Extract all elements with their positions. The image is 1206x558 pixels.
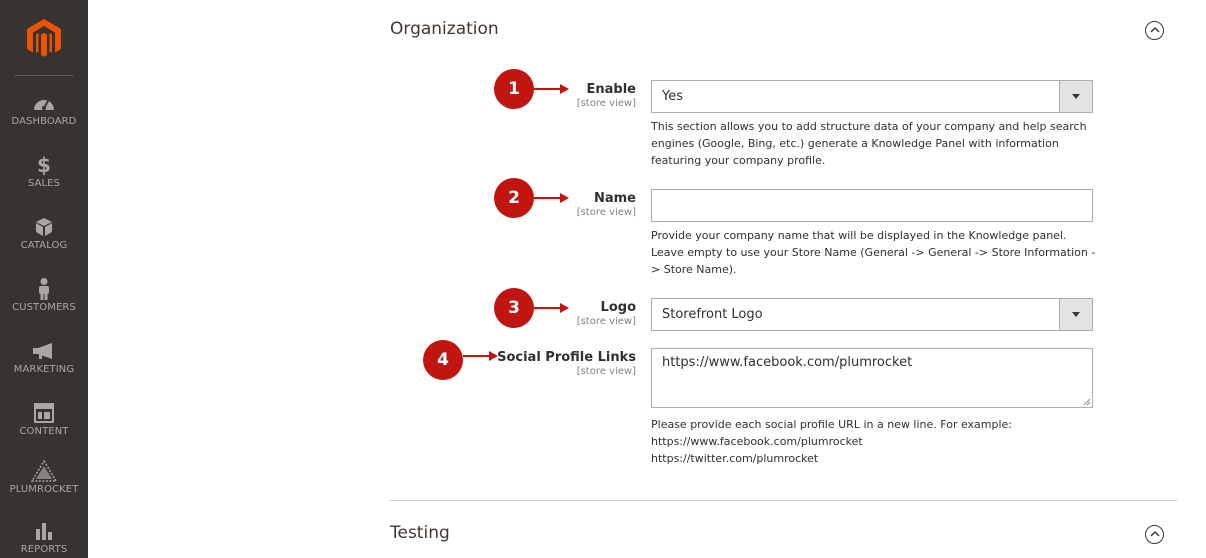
sidebar-item-content[interactable] (0, 402, 88, 464)
enable-select[interactable] (651, 80, 1093, 113)
select-toggle[interactable] (1059, 81, 1092, 112)
admin-sidebar (0, 0, 88, 558)
sidebar-item-plumrocket[interactable] (0, 460, 88, 522)
field-label-logo: Logo (600, 300, 636, 315)
social-note-line: Please provide each social profile URL in a new line. For example: (651, 418, 1013, 431)
megaphone-icon (0, 340, 88, 362)
field-label-social-profile-links: Social Profile Links (497, 350, 636, 365)
sidebar-item-customers[interactable] (0, 278, 88, 340)
field-label-name: Name (593, 191, 636, 206)
plumrocket-icon (0, 460, 88, 482)
sidebar-item-label: MARKETING (13, 364, 75, 375)
box-icon (0, 216, 88, 238)
chevron-up-icon (1150, 26, 1160, 34)
field-label-enable: Enable (586, 82, 636, 97)
sidebar-item-reports[interactable] (0, 520, 88, 558)
collapse-organization-button[interactable] (1145, 21, 1164, 40)
magento-logo-icon (26, 18, 62, 58)
sidebar-item-label: REPORTS (20, 544, 68, 555)
resize-grip-icon[interactable] (1083, 398, 1091, 406)
sidebar-item-label: CONTENT (19, 426, 69, 437)
sidebar-item-label: PLUMROCKET (9, 484, 79, 495)
sidebar-item-dashboard[interactable] (0, 92, 88, 154)
dashboard-icon (0, 92, 88, 114)
social-profile-links-value: https://www.facebook.com/plumrocket (662, 355, 913, 370)
scope-label: [store view] (576, 316, 636, 327)
section-title-testing[interactable]: Testing (390, 523, 450, 543)
sidebar-item-label: SALES (27, 178, 61, 189)
chevron-up-icon (1150, 530, 1160, 538)
magento-logo[interactable] (0, 0, 88, 75)
social-field-note (651, 416, 1096, 467)
caret-down-icon (1072, 94, 1080, 99)
sidebar-item-label: CUSTOMERS (12, 302, 76, 313)
sidebar-item-catalog[interactable] (0, 216, 88, 278)
name-field-note: Provide your company name that will be displayed in the Knowledge panel. Leave empty to use your Store Name (General -> General -> Store Information -> Store Name). (651, 229, 1096, 276)
section-title-organization[interactable]: Organization (390, 19, 499, 39)
callout-arrow-icon (534, 192, 570, 204)
name-input[interactable] (651, 189, 1093, 222)
layout-icon (0, 402, 88, 424)
sidebar-item-label: DASHBOARD (11, 116, 77, 127)
social-profile-links-textarea[interactable] (651, 348, 1093, 408)
callout-arrow-icon (534, 302, 570, 314)
collapse-testing-button[interactable] (1145, 525, 1164, 544)
select-toggle[interactable] (1059, 299, 1092, 330)
logo-select-value: Storefront Logo (662, 307, 763, 322)
sidebar-item-label: CATALOG (20, 240, 68, 251)
social-note-example-facebook: https://www.facebook.com/plumrocket (651, 435, 863, 448)
sidebar-item-marketing[interactable] (0, 340, 88, 402)
enable-select-value: Yes (662, 89, 683, 104)
callout-badge-3: 3 (494, 288, 534, 328)
callout-badge-4: 4 (423, 340, 463, 380)
social-note-example-twitter: https://twitter.com/plumrocket (651, 452, 819, 465)
sidebar-divider (14, 75, 74, 76)
scope-label: [store view] (576, 98, 636, 109)
person-icon (0, 278, 88, 300)
caret-down-icon (1072, 312, 1080, 317)
scope-label: [store view] (576, 366, 636, 377)
callout-arrow-icon (463, 350, 499, 362)
callout-badge-2: 2 (494, 178, 534, 218)
section-divider (390, 500, 1177, 501)
enable-field-note: This section allows you to add structure data of your company and help search engines (Google, Bing, etc.) generate a Knowledge Panel with information featuring your company profile. (651, 120, 1087, 167)
sidebar-item-sales[interactable] (0, 154, 88, 216)
bar-chart-icon (0, 520, 88, 542)
scope-label: [store view] (576, 207, 636, 218)
logo-select[interactable] (651, 298, 1093, 331)
callout-arrow-icon (534, 83, 570, 95)
callout-badge-1: 1 (494, 69, 534, 109)
dollar-icon: $ (37, 153, 51, 177)
